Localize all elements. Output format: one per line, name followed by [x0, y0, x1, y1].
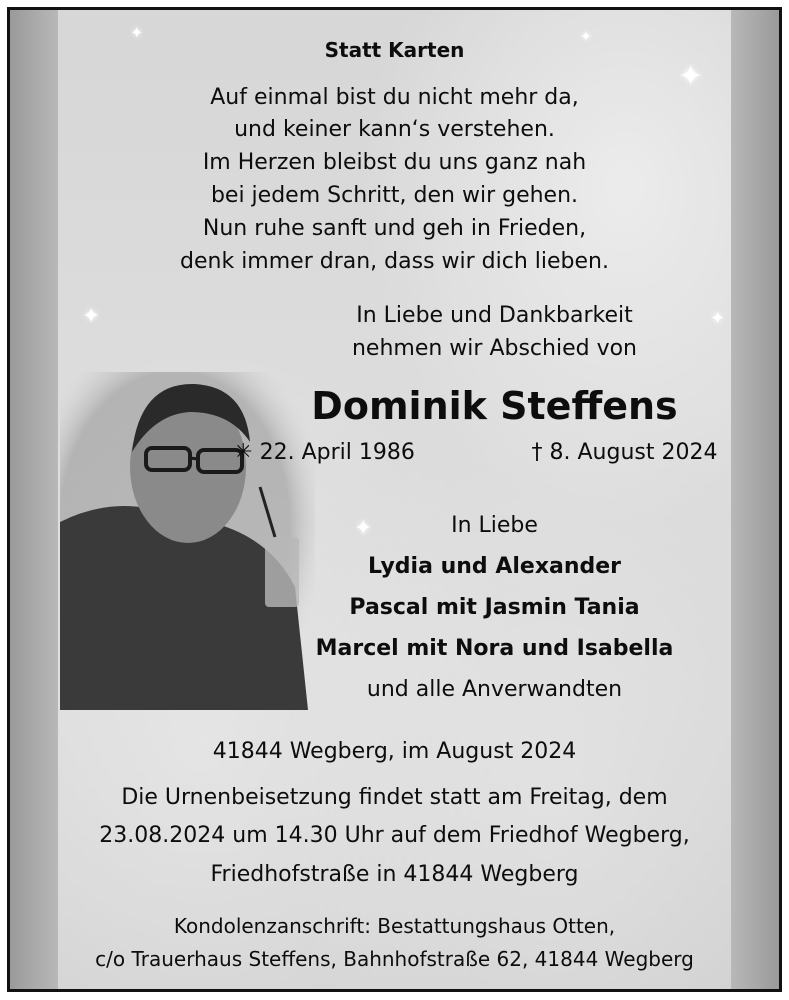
mourner-names: Lydia und Alexander [367, 554, 622, 579]
star-icon: ✦ [678, 59, 704, 94]
poem-line: Nun ruhe sanft und geh in Frieden, [202, 216, 587, 241]
star-icon: ✦ [580, 29, 592, 45]
place-date: 41844 Wegberg, im August 2024 [212, 739, 577, 764]
poem-line: denk immer dran, dass wir dich lieben. [180, 249, 609, 274]
statt-karten-heading: Statt Karten [324, 38, 465, 62]
poem-line: Auf einmal bist du nicht mehr da, [210, 85, 579, 110]
mourners-others: und alle Anverwandten [366, 677, 623, 702]
poem-line: und keiner kann‘s verstehen. [234, 117, 555, 142]
death-date: † 8. August 2024 [531, 440, 718, 465]
farewell-line-2: nehmen wir Abschied von [351, 336, 637, 361]
birth-date: ✳ 22. April 1986 [234, 440, 415, 465]
ceremony-line: Die Urnenbeisetzung findet statt am Freitag, dem [121, 785, 668, 810]
condolence-line: c/o Trauerhaus Steffens, Bahnhofstraße 62, 41844 Wegberg [95, 947, 694, 971]
ceremony-line: Friedhofstraße in 41844 Wegberg [210, 862, 579, 887]
obituary-frame [7, 7, 782, 992]
poem-line: Im Herzen bleibst du uns ganz nah [202, 150, 587, 175]
condolence-line: Kondolenzanschrift: Bestattungshaus Otten, [173, 914, 616, 938]
farewell-line-1: In Liebe und Dankbarkeit [356, 303, 633, 328]
star-icon: ✦ [354, 516, 373, 541]
deceased-name: Dominik Steffens [311, 384, 678, 428]
mourners-intro: In Liebe [451, 513, 538, 538]
poem-line: bei jedem Schritt, den wir gehen. [210, 183, 579, 208]
mourner-names: Marcel mit Nora und Isabella [315, 636, 674, 661]
ceremony-line: 23.08.2024 um 14.30 Uhr auf dem Friedhof Wegberg, [99, 823, 690, 848]
star-icon: ✦ [82, 304, 101, 329]
mourner-names: Pascal mit Jasmin Tania [349, 595, 640, 620]
star-icon: ✦ [710, 308, 726, 329]
star-icon: ✦ [130, 23, 144, 42]
